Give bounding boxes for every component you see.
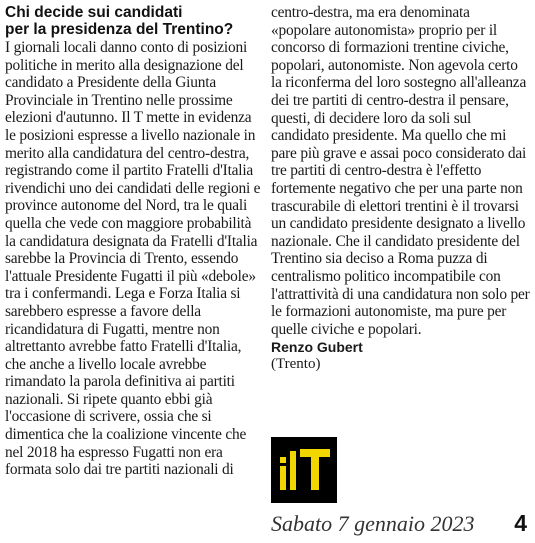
author-name: Renzo Gubert <box>271 339 363 356</box>
page-number: 4 <box>514 510 527 536</box>
il-t-logo-icon <box>271 437 337 503</box>
il-t-logo <box>271 437 337 503</box>
letter-column-right <box>271 4 531 373</box>
headline-line-2: per la presidenza del Trentino? <box>5 21 234 38</box>
letter-body-part-1: I giornali locali danno conto di posizioni politiche in merito alla designazione del candidato a Presidente della Giunta Provinciale in Trentino nelle prossime elezioni d'autunno. Il T mette in evidenza le posizioni espresse a livello nazionale in merito alla candidatura del centro-destra, registrando come il partito Fratelli d'Italia rivendichi uno dei candidati delle regioni e province autonome del Nord, tra le quali quella che vede con maggiore probabilità la candidatura designata da Fratelli d'Italia sarebbe la Provincia di Trento, essendo l'attuale Presidente Fugatti il più «debole» tra i confermandi. Lega e Forza Italia si sarebbero espresse a favore della ricandidatura di Fugatti, mentre non altrettanto avrebbe fatto Fratelli d'Italia, che anche a livello locale avrebbe rimandato la parola definitiva ai partiti nazionali. Si ripete quanto ebbi già l'occasione di scrivere, ossia che si dimentica che la coalizione vincente che nel 2018 ha espresso Fugatti non era formata solo dai tre partiti nazionali di <box>5 39 261 479</box>
page-footer <box>271 510 533 537</box>
author-location: (Trento) <box>271 356 321 373</box>
letter-body-part-2: centro-destra, ma era denominata «popolare autonomista» proprio per il concorso di formazioni trentine civiche, popolari, autonomiste. Non agevola certo la riconferma del loro sostegno all'alleanza dei tre partiti di centro-destra il pensare, questi, di decidere loro da soli sul candidato presidente. Ma quello che mi pare più grave e assai poco considerato dai tre partiti di centro-destra è l'effetto fortemente negativo che per una parte non trascurabile di elettori trentini è il trovarsi un candidato presidente designato a livello nazionale. Che il candidato presidente del Trentino sia deciso a Roma puzza di centralismo politico incompatibile con l'attrattività di una candidatura non solo per le formazioni autonomiste, ma pure per quelle civiche e popolari. <box>271 4 530 338</box>
letter-headline <box>5 4 263 38</box>
letter-column-left <box>5 4 263 479</box>
headline-line-1: Chi decide sui candidati <box>5 4 183 21</box>
publication-date: Sabato 7 gennaio 2023 <box>271 511 475 536</box>
